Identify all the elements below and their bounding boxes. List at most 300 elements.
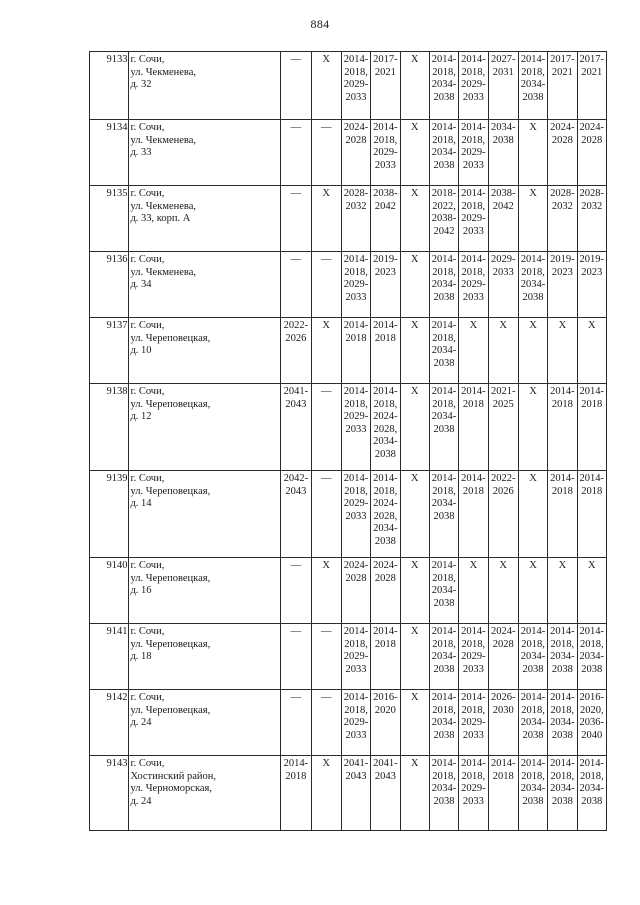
schedule-cell [548, 690, 577, 756]
row-number-cell: 9142 [90, 690, 129, 756]
schedule-value: 2014- [461, 188, 486, 199]
schedule-cell [518, 471, 547, 558]
schedule-value: 2014- [431, 692, 457, 703]
schedule-value: 2034- [550, 651, 575, 663]
schedule-value: Х [410, 254, 419, 265]
schedule-value: 2018, [432, 572, 456, 584]
schedule-cell [371, 384, 400, 471]
schedule-cell [341, 624, 370, 690]
schedule-value: 2017- [579, 54, 605, 65]
address-line: г. Сочи, [130, 122, 165, 133]
row-number-cell: 9133 [90, 52, 129, 120]
address-line: д. 33, корп. А [130, 213, 191, 225]
schedule-value: Х [322, 560, 331, 571]
schedule-value: 2032 [551, 200, 573, 212]
address-line: д. 14 [130, 498, 152, 510]
address-line: д. 10 [130, 345, 152, 357]
schedule-value: Х [410, 320, 419, 331]
schedule-value: — [320, 473, 332, 484]
schedule-value: 2026- [490, 692, 516, 703]
address-line: ул. Череповецкая, [130, 398, 211, 410]
schedule-value: 2029- [461, 717, 486, 729]
row-number-cell: 9136 [90, 252, 129, 318]
schedule-cell [577, 558, 606, 624]
schedule-value: 2021- [490, 386, 516, 397]
schedule-value: 2034- [431, 585, 457, 597]
schedule-cell [488, 120, 518, 186]
address-cell [129, 384, 281, 471]
schedule-value: 2018 [581, 485, 603, 497]
row-number-cell: 9140 [90, 558, 129, 624]
table-row [90, 690, 607, 756]
table-row [90, 52, 607, 120]
schedule-cell [371, 558, 400, 624]
schedule-value: 2018, [432, 638, 456, 650]
table-row [90, 756, 607, 831]
schedule-value: 2043 [285, 485, 307, 497]
schedule-cell [311, 384, 341, 471]
schedule-value: 2029- [461, 147, 486, 159]
address-line: ул. Черноморская, [130, 783, 212, 795]
address-line: г. Сочи, [130, 692, 165, 703]
schedule-value: Х [558, 560, 567, 571]
schedule-cell [459, 120, 488, 186]
schedule-cell [518, 624, 547, 690]
schedule-value: 2026 [285, 332, 307, 344]
table-body [90, 52, 607, 831]
schedule-value: 2029- [343, 411, 369, 423]
schedule-value: 2018, [521, 770, 545, 782]
schedule-value: — [320, 122, 332, 133]
schedule-value: 2032 [581, 200, 603, 212]
schedule-value: 2034- [520, 279, 546, 291]
schedule-value: 2038 [433, 597, 455, 609]
schedule-cell [311, 186, 341, 252]
schedule-value: 2023 [374, 266, 396, 278]
schedule-cell [311, 120, 341, 186]
schedule-cell [311, 690, 341, 756]
schedule-value: 2014- [343, 473, 369, 484]
schedule-value: 2014- [343, 320, 369, 331]
schedule-value: 2029- [461, 279, 486, 291]
schedule-value: 2014- [520, 626, 546, 637]
schedule-cell [548, 384, 577, 471]
schedule-value: — [290, 188, 302, 199]
schedule-value: 2018, [461, 266, 486, 278]
address-cell [129, 186, 281, 252]
schedule-cell [371, 624, 400, 690]
schedule-cell [518, 318, 547, 384]
schedule-value: 2014- [520, 254, 546, 265]
schedule-value: 2034- [579, 783, 605, 795]
table-row [90, 471, 607, 558]
address-line: г. Сочи, [130, 473, 165, 484]
schedule-value: Х [529, 560, 537, 571]
schedule-value: 2014- [373, 386, 398, 397]
schedule-value: — [290, 692, 302, 703]
schedule-cell [281, 186, 311, 252]
schedule-cell [577, 186, 606, 252]
address-line: г. Сочи, [130, 54, 165, 65]
schedule-cell [459, 384, 488, 471]
schedule-value: 2018, [461, 638, 486, 650]
schedule-value: 2014- [461, 122, 486, 133]
schedule-value: 2018, [432, 704, 456, 716]
schedule-value: Х [558, 320, 567, 331]
address-line: д. 32 [130, 79, 152, 91]
schedule-value: 2038 [374, 535, 396, 547]
address-line: ул. Чекменева, [130, 200, 197, 212]
schedule-cell [311, 558, 341, 624]
address-line: д. 18 [130, 651, 152, 663]
schedule-cell [548, 318, 577, 384]
schedule-value: 2018, [432, 485, 456, 497]
schedule-cell [400, 624, 429, 690]
schedule-cell [518, 756, 547, 831]
schedule-value: 2030 [492, 704, 514, 716]
schedule-value: 2014- [520, 758, 546, 769]
schedule-value: 2014- [550, 692, 575, 703]
schedule-value: 2022- [283, 320, 309, 331]
schedule-value: 2018 [374, 638, 396, 650]
schedule-value: 2018, [461, 66, 486, 78]
schedule-value: 2018, [344, 485, 368, 497]
schedule-value: 2014- [461, 386, 486, 397]
schedule-cell [281, 624, 311, 690]
schedule-value: 2024- [343, 560, 369, 571]
schedule-value: 2034- [520, 79, 546, 91]
schedule-value: 2014- [461, 692, 486, 703]
schedule-value: — [290, 54, 302, 65]
schedule-value: 2018 [285, 770, 307, 782]
schedule-value: 2038 [551, 663, 573, 675]
schedule-cell [548, 624, 577, 690]
schedule-value: 2017- [373, 54, 398, 65]
schedule-value: 2038 [433, 663, 455, 675]
schedule-value: Х [529, 386, 537, 397]
schedule-cell [429, 186, 458, 252]
schedule-cell [548, 558, 577, 624]
schedule-value: Х [410, 386, 419, 397]
schedule-value: 2018 [492, 770, 514, 782]
schedule-value: 2018, [432, 134, 456, 146]
schedule-cell [518, 384, 547, 471]
schedule-cell [548, 471, 577, 558]
schedule-cell [341, 318, 370, 384]
schedule-value: 2014- [461, 473, 486, 484]
schedule-value: — [290, 560, 302, 571]
schedule-value: 2038 [433, 729, 455, 741]
schedule-value: 2018 [551, 485, 573, 497]
schedule-cell [577, 756, 606, 831]
schedule-value: 2018, [344, 398, 368, 410]
schedule-cell [548, 186, 577, 252]
row-number-cell: 9135 [90, 186, 129, 252]
schedule-value: 2024- [373, 560, 398, 571]
schedule-value: 2016- [373, 692, 398, 703]
schedule-value: 2018, [461, 200, 486, 212]
schedule-value: Х [529, 188, 537, 199]
schedule-value: Х [322, 54, 331, 65]
schedule-cell [429, 252, 458, 318]
table-row [90, 558, 607, 624]
schedule-value: 2029- [461, 213, 486, 225]
schedule-value: 2043 [345, 770, 367, 782]
schedule-value: 2018 [462, 485, 484, 497]
schedule-cell [577, 52, 606, 120]
schedule-value: 2014- [343, 386, 369, 397]
schedule-cell [488, 471, 518, 558]
schedule-value: 2029- [343, 79, 369, 91]
schedule-value: 2018, [373, 398, 398, 410]
schedule-value: 2018, [521, 704, 545, 716]
schedule-value: 2034- [520, 717, 546, 729]
schedule-value: 2034- [520, 783, 546, 795]
schedule-value: 2041- [343, 758, 369, 769]
table-row [90, 384, 607, 471]
schedule-cell [488, 624, 518, 690]
schedule-value: 2014- [461, 54, 486, 65]
schedule-value: 2021 [551, 66, 573, 78]
schedule-cell [281, 756, 311, 831]
schedule-value: — [320, 254, 332, 265]
schedule-cell [459, 318, 488, 384]
schedule-value: 2029- [490, 254, 516, 265]
schedule-value: 2034- [431, 79, 457, 91]
schedule-value: Х [410, 560, 419, 571]
address-line: Хостинский район, [130, 770, 217, 782]
schedule-cell [341, 186, 370, 252]
schedule-value: Х [529, 473, 537, 484]
schedule-value: 2014- [343, 54, 369, 65]
schedule-cell [488, 318, 518, 384]
schedule-cell [429, 690, 458, 756]
schedule-value: 2014- [343, 254, 369, 265]
schedule-cell [577, 252, 606, 318]
schedule-cell [548, 52, 577, 120]
table-row [90, 624, 607, 690]
schedule-value: 2020 [374, 704, 396, 716]
schedule-value: 2025 [492, 398, 514, 410]
address-line: ул. Череповецкая, [130, 704, 211, 716]
schedule-cell [429, 471, 458, 558]
schedule-cell [488, 756, 518, 831]
schedule-value: 2014- [579, 473, 605, 484]
schedule-value: 2034- [431, 498, 457, 510]
schedule-value: 2038 [581, 663, 603, 675]
address-line: г. Сочи, [130, 626, 165, 637]
schedule-value: 2018, [579, 638, 604, 650]
schedule-value: Х [322, 188, 331, 199]
schedule-cell [281, 120, 311, 186]
schedule-value: 2028 [581, 134, 603, 146]
schedule-cell [488, 690, 518, 756]
schedule-value: 2033 [374, 159, 396, 171]
schedule-value: 2028- [579, 188, 605, 199]
schedule-cell [400, 252, 429, 318]
schedule-value: 2018, [550, 638, 575, 650]
schedule-cell [518, 690, 547, 756]
schedule-value: 2018, [461, 770, 486, 782]
address-cell [129, 252, 281, 318]
schedule-cell [429, 558, 458, 624]
schedule-value: 2018 [462, 398, 484, 410]
schedule-value: 2014- [550, 626, 575, 637]
schedule-value: 2018, [344, 704, 368, 716]
schedule-value: 2032 [345, 200, 367, 212]
schedule-value: 2042 [433, 225, 455, 237]
schedule-cell [400, 52, 429, 120]
schedule-value: — [320, 626, 332, 637]
schedule-cell [577, 471, 606, 558]
schedule-value: 2034- [373, 523, 398, 535]
schedule-value: Х [410, 188, 419, 199]
schedule-cell [548, 120, 577, 186]
schedule-value: 2038 [433, 91, 455, 103]
schedule-value: 2018 [374, 332, 396, 344]
housing-repair-schedule-table [89, 51, 607, 831]
schedule-value: 2038 [374, 448, 396, 460]
schedule-value: 2038 [433, 795, 455, 807]
schedule-cell [518, 120, 547, 186]
schedule-value: 2033 [345, 510, 367, 522]
schedule-cell [429, 624, 458, 690]
schedule-value: 2038- [431, 213, 457, 225]
schedule-value: 2042 [374, 200, 396, 212]
schedule-value: 2018, [461, 134, 486, 146]
schedule-cell [548, 756, 577, 831]
schedule-cell [400, 471, 429, 558]
schedule-value: 2038 [551, 795, 573, 807]
schedule-value: Х [529, 122, 537, 133]
table-row [90, 186, 607, 252]
table-row [90, 120, 607, 186]
schedule-cell [281, 52, 311, 120]
address-line: г. Сочи, [130, 386, 165, 397]
schedule-value: 2038 [492, 134, 514, 146]
schedule-value: 2014- [431, 386, 457, 397]
schedule-cell [341, 756, 370, 831]
schedule-value: 2034- [373, 436, 398, 448]
schedule-cell [577, 120, 606, 186]
schedule-cell [281, 252, 311, 318]
schedule-cell [459, 52, 488, 120]
schedule-cell [429, 384, 458, 471]
schedule-value: 2029- [373, 147, 398, 159]
schedule-value: 2038 [433, 291, 455, 303]
address-cell [129, 756, 281, 831]
schedule-cell [400, 384, 429, 471]
schedule-value: 2014- [579, 758, 605, 769]
schedule-value: 2014- [431, 254, 457, 265]
schedule-value: 2014- [431, 54, 457, 65]
schedule-cell [341, 558, 370, 624]
schedule-value: 2038 [522, 795, 544, 807]
schedule-value: — [290, 626, 302, 637]
schedule-cell [371, 690, 400, 756]
schedule-cell [429, 52, 458, 120]
schedule-value: 2029- [461, 651, 486, 663]
schedule-value: 2024- [579, 122, 605, 133]
schedule-cell [371, 120, 400, 186]
schedule-cell [341, 690, 370, 756]
schedule-cell [311, 318, 341, 384]
schedule-value: 2038 [522, 729, 544, 741]
schedule-cell [548, 252, 577, 318]
schedule-value: 2033 [462, 159, 484, 171]
schedule-value: 2024- [490, 626, 516, 637]
schedule-value: 2014- [373, 473, 398, 484]
table-row [90, 252, 607, 318]
schedule-value: 2018, [344, 66, 368, 78]
schedule-value: 2014- [461, 758, 486, 769]
schedule-value: 2021 [374, 66, 396, 78]
schedule-cell [518, 252, 547, 318]
schedule-value: 2033 [462, 225, 484, 237]
schedule-cell [577, 318, 606, 384]
schedule-value: 2022, [432, 200, 456, 212]
schedule-value: — [290, 122, 302, 133]
schedule-value: 2014- [373, 320, 398, 331]
schedule-cell [459, 186, 488, 252]
schedule-value: 2033 [462, 795, 484, 807]
schedule-cell [311, 252, 341, 318]
schedule-value: 2014- [431, 122, 457, 133]
schedule-value: 2033 [462, 729, 484, 741]
row-number-cell: 9137 [90, 318, 129, 384]
schedule-value: 2034- [431, 279, 457, 291]
schedule-cell [429, 120, 458, 186]
schedule-value: 2018, [432, 398, 456, 410]
address-line: ул. Череповецкая, [130, 485, 211, 497]
schedule-value: 2028 [492, 638, 514, 650]
schedule-value: Х [469, 560, 478, 571]
schedule-value: 2014- [373, 122, 398, 133]
schedule-value: 2028 [551, 134, 573, 146]
address-line: г. Сочи, [130, 188, 165, 199]
schedule-value: 2033 [345, 423, 367, 435]
schedule-value: 2014- [343, 626, 369, 637]
schedule-value: 2018, [373, 485, 398, 497]
schedule-value: Х [410, 122, 419, 133]
schedule-value: 2028 [345, 572, 367, 584]
row-number-cell: 9134 [90, 120, 129, 186]
schedule-cell [341, 52, 370, 120]
address-cell [129, 624, 281, 690]
row-number-cell: 9139 [90, 471, 129, 558]
address-line: г. Сочи, [130, 560, 165, 571]
schedule-value: 2018, [521, 638, 545, 650]
row-number-cell: 9143 [90, 756, 129, 831]
schedule-value: Х [322, 320, 331, 331]
schedule-value: 2014- [579, 386, 605, 397]
schedule-cell [400, 756, 429, 831]
schedule-cell [281, 558, 311, 624]
schedule-value: 2018, [432, 332, 456, 344]
address-line: д. 34 [130, 279, 152, 291]
schedule-value: 2023 [581, 266, 603, 278]
schedule-value: Х [499, 560, 507, 571]
schedule-value: Х [410, 692, 419, 703]
schedule-value: 2018, [373, 134, 398, 146]
schedule-value: Х [410, 758, 419, 769]
schedule-cell [341, 120, 370, 186]
schedule-value: 2041- [283, 386, 309, 397]
table-row [90, 318, 607, 384]
address-line: д. 24 [130, 717, 152, 729]
schedule-value: 2029- [343, 279, 369, 291]
schedule-cell [400, 558, 429, 624]
